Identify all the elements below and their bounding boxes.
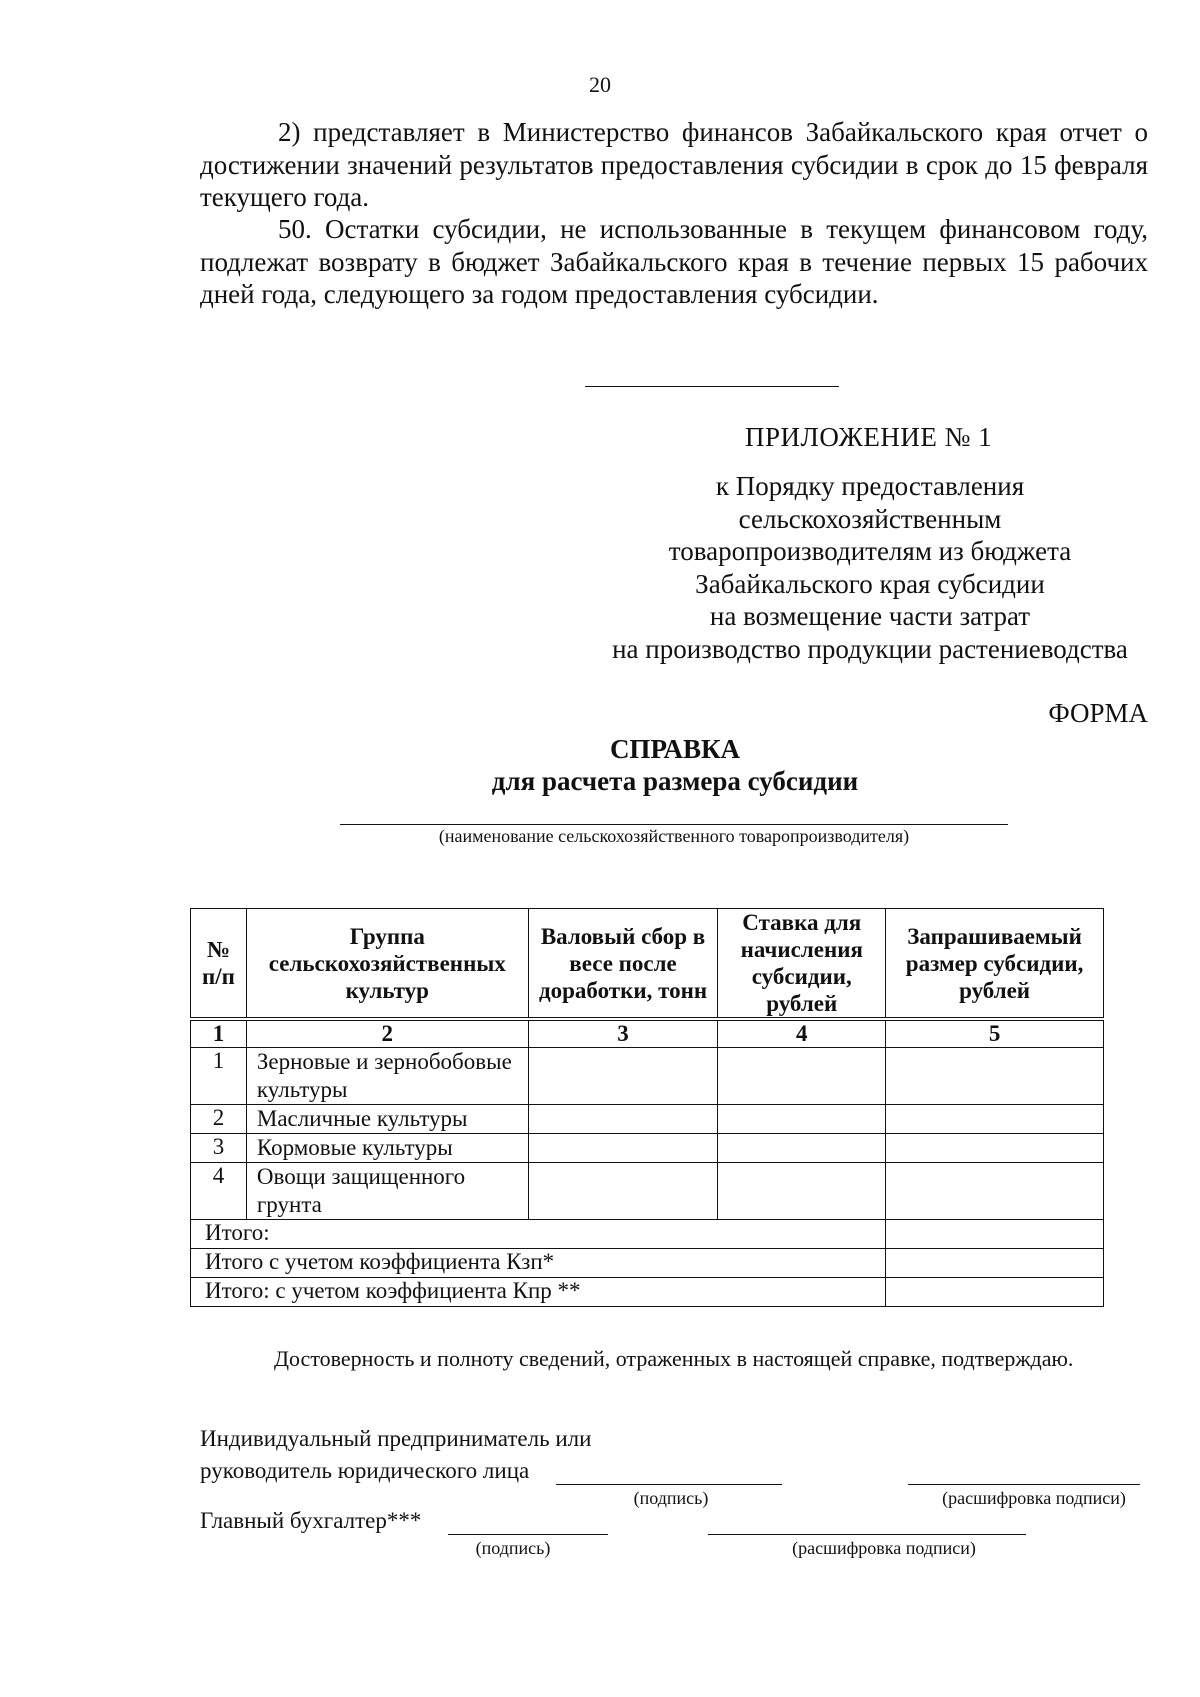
paragraph-subsidy-remainder (200, 213, 1148, 311)
appendix-line: товаропроизводителям из бюджета (668, 536, 1072, 566)
appendix-line: сельскохозяйственным (738, 503, 1002, 534)
gross-yield-cell[interactable] (528, 1105, 718, 1134)
total-value-cell[interactable] (886, 1249, 1104, 1278)
head-title-line2: руководитель юридического лица (200, 1458, 530, 1483)
producer-name-caption: (наименование сельскохозяйственного товаропроизводителя) (438, 826, 910, 846)
table-row (191, 1163, 1104, 1220)
head-signature-field[interactable] (556, 1484, 782, 1485)
crop-group-name: Зерновые и зернобобовые культуры (246, 1048, 528, 1105)
certificate-title: СПРАВКА (609, 734, 741, 764)
section-divider (585, 386, 839, 387)
column-header-rate: Ставка для начисления субсидии, рублей (718, 909, 886, 1020)
crop-group-name: Кормовые культуры (246, 1134, 528, 1163)
confirmation-text: Достоверность и полноту сведений, отраженных в настоящей справке, подтверждаю. (274, 1346, 1074, 1371)
column-number: 1 (191, 1019, 247, 1048)
accountant-decode-field[interactable] (708, 1534, 1026, 1535)
column-header-crop-group: Группа сельскохозяйственных культур (246, 909, 528, 1020)
total-row-kzp (191, 1249, 1104, 1278)
head-title-line1: Индивидуальный предприниматель или (200, 1426, 592, 1451)
appendix-title: ПРИЛОЖЕНИЕ № 1 (745, 422, 993, 452)
row-number: 3 (191, 1134, 247, 1163)
requested-subsidy-cell[interactable] (886, 1048, 1104, 1105)
total-value-cell[interactable] (886, 1220, 1104, 1249)
table-row (191, 1134, 1104, 1163)
row-number: 1 (191, 1048, 247, 1105)
accountant-signature-field[interactable] (448, 1534, 608, 1535)
column-number: 2 (246, 1019, 528, 1048)
rate-cell[interactable] (718, 1105, 886, 1134)
column-number: 3 (528, 1019, 718, 1048)
paragraph-text: 2) представляет в Министерство финансов Забайкальского края отчет о достижении значений результатов предоставления субсидии в срок до 15 февраля текущего года. (200, 117, 1148, 212)
head-decode-caption: (расшифровка подписи) (942, 1488, 1126, 1508)
appendix-line: к Порядку предоставления (715, 471, 1025, 501)
page-number: 20 (589, 72, 611, 97)
appendix-description (580, 470, 1160, 665)
column-header-number: № п/п (191, 909, 247, 1020)
column-number: 4 (718, 1019, 886, 1048)
column-number-row (191, 1019, 1104, 1048)
column-number: 5 (886, 1019, 1104, 1048)
paragraph-text: 50. Остатки субсидии, не использованные в текущем финансовом году, подлежат возврату в бюджет Забайкальского края в течение первых 15 рабочих дней года, следующего за годом предоставления субсидии. (200, 214, 1148, 309)
gross-yield-cell[interactable] (528, 1163, 718, 1220)
rate-cell[interactable] (718, 1048, 886, 1105)
confirmation-statement (200, 1343, 1148, 1374)
head-decode-field[interactable] (908, 1484, 1140, 1485)
form-label: ФОРМА (1048, 698, 1148, 728)
accountant-title: Главный бухгалтер*** (200, 1508, 422, 1533)
table-header-row (191, 909, 1104, 1020)
crop-group-name: Овощи защищенного грунта (246, 1163, 528, 1220)
total-row-kpr (191, 1278, 1104, 1307)
crop-group-name: Масличные культуры (246, 1105, 528, 1134)
gross-yield-cell[interactable] (528, 1048, 718, 1105)
requested-subsidy-cell[interactable] (886, 1134, 1104, 1163)
total-label: Итого: (191, 1220, 886, 1249)
producer-name-field[interactable] (340, 824, 1008, 825)
head-signature-caption: (подпись) (633, 1488, 709, 1508)
table-row (191, 1105, 1104, 1134)
requested-subsidy-cell[interactable] (886, 1163, 1104, 1220)
accountant-signature-caption: (подпись) (475, 1538, 551, 1558)
accountant-decode-caption: (расшифровка подписи) (792, 1538, 976, 1558)
certificate-subtitle: для расчета размера субсидии (491, 766, 859, 796)
table-row (191, 1048, 1104, 1105)
total-value-cell[interactable] (886, 1278, 1104, 1307)
total-label: Итого с учетом коэффициента Кзп* (191, 1249, 886, 1278)
column-header-requested-subsidy: Запрашиваемый размер субсидии, рублей (886, 909, 1104, 1020)
column-header-gross-yield: Валовый сбор в весе после доработки, тонн (528, 909, 718, 1020)
row-number: 4 (191, 1163, 247, 1220)
rate-cell[interactable] (718, 1134, 886, 1163)
subsidy-table (190, 908, 1104, 1307)
appendix-line: на производство продукции растениеводства (612, 633, 1128, 664)
paragraph-report-deadline (200, 116, 1148, 214)
certificate-heading (0, 733, 1200, 797)
row-number: 2 (191, 1105, 247, 1134)
requested-subsidy-cell[interactable] (886, 1105, 1104, 1134)
appendix-line: Забайкальского края субсидии (695, 568, 1045, 599)
appendix-line: на возмещение части затрат (709, 601, 1031, 631)
gross-yield-cell[interactable] (528, 1134, 718, 1163)
total-label: Итого: с учетом коэффициента Кпр ** (191, 1278, 886, 1307)
total-row (191, 1220, 1104, 1249)
rate-cell[interactable] (718, 1163, 886, 1220)
